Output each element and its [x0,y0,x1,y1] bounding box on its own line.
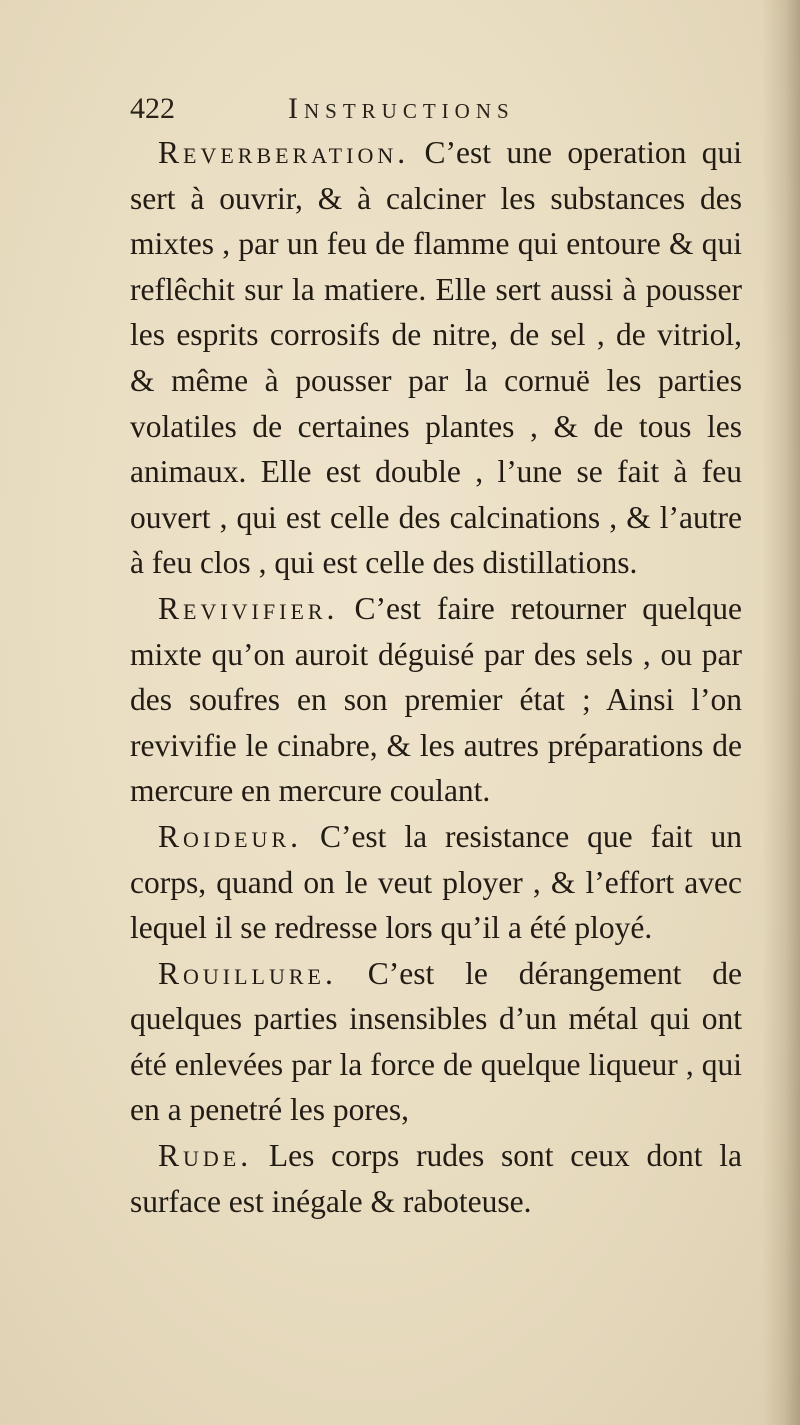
definition: C’est la resistance que fait un corps, quand on le veut ployer , & l’effort avec lequel il se redresse lors qu’il a été ployé. [130,818,742,946]
entry-revivifier [130,586,742,814]
page-number: 422 [130,92,175,125]
running-title: Instructions [288,92,515,125]
entry-roideur [130,814,742,951]
headword: Revivifier. [158,590,339,626]
definition: C’est le dérangement de quelques parties insensibles d’un métal qui ont été enlevées par la force de quelque liqueur , qui en a penetré les pores, [130,955,742,1128]
headword: Roideur. [158,818,302,854]
definition: C’est une operation qui sert à ouvrir, & à calciner les substances des mixtes , par un feu de flamme qui entoure & qui reflêchit sur la matiere. Elle sert aussi à pousser les esprits corrosifs de nitre, de sel , de vitriol, & même à pousser par la cornuë les parties volatiles de certaines plantes , & de tous les animaux. Elle est double , l’une se fait à feu ouvert , qui est celle des calcinations , & l’autre à feu clos , qui est celle des distillations. [130,135,742,581]
headword: Rude. [158,1138,253,1174]
headword: Reverberation. [158,135,410,170]
entry-rouillure [130,951,742,1133]
headword: Rouillure. [158,955,337,991]
definition: Les corps rudes sont ceux dont la surface est inégale & raboteuse. [130,1138,742,1219]
page-edge-shadow [762,0,800,1425]
definition: C’est faire retourner quelque mixte qu’on auroit déguisé par des sels , ou par des soufres en son premier état ; Ainsi l’on revivifie le cinabre, & les autres préparations de mercure en mercure coulant. [130,590,742,809]
dictionary-body [130,130,742,1224]
entry-rude [130,1133,742,1224]
entry-reverberation [130,130,742,586]
